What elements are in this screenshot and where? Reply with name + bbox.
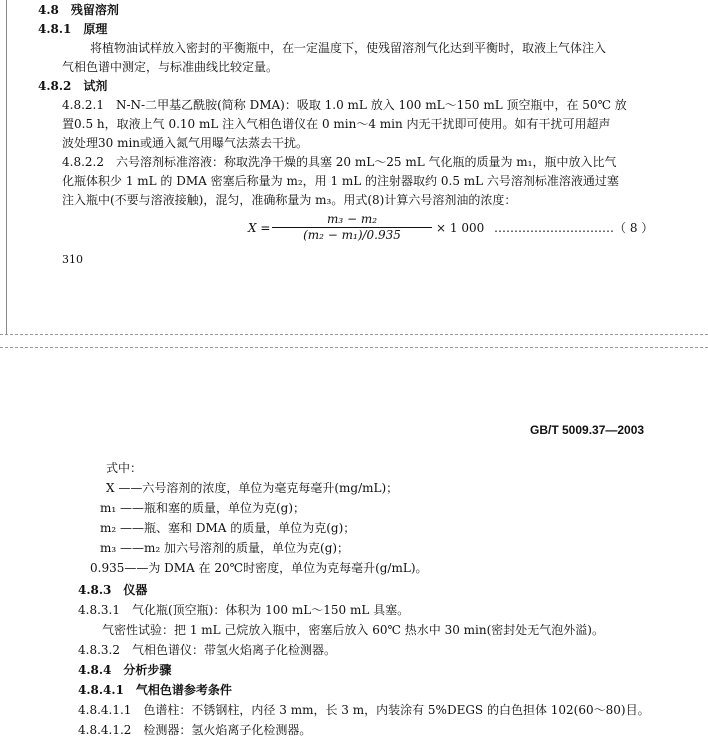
section-heading-4-8-3: 4.8.3 仪器 xyxy=(78,583,148,597)
formula-rhs: × 1 000 xyxy=(436,221,485,235)
section-heading-4-8-4: 4.8.4 分析步骤 xyxy=(78,663,172,677)
formula-number: …………………………（ 8 ） xyxy=(494,221,654,235)
paragraph-4-8-2-2-line-1: 4.8.2.2 六号溶剂标准溶液：称取洗净干燥的具塞 20 mL～25 mL 气化瓶的质量为 m₁，瓶中放入比气 xyxy=(62,155,617,169)
paragraph-4-8-2-1-line-2: 置0.5 h，取液上气 0.10 mL 注入气相色谱仪在 0 min～4 min 内无干扰即可使用。如有干扰可用超声 xyxy=(62,117,611,131)
paragraph-principle-line-2: 气相色谱中测定，与标准曲线比较定量。 xyxy=(62,60,279,74)
page-separator xyxy=(0,334,708,348)
paragraph-4-8-4-1-1: 4.8.4.1.1 色谱柱：不锈钢柱，内径 3 mm，长 3 m，内装涂有 5%DEGS 的白色担体 102(60～80)目。 xyxy=(78,703,650,717)
paragraph-4-8-2-2-line-3: 注入瓶中(不要与溶液接触)，混匀，准确称量为 m₃。用式(8)计算六号溶剂油的浓度： xyxy=(62,193,517,207)
section-heading-4-8-1: 4.8.1 原理 xyxy=(38,22,108,36)
paragraph-airtightness-test: 气密性试验：把 1 mL 己烷放入瓶中，密塞后放入 60℃ 热水中 30 min(密封处无气泡外溢)。 xyxy=(102,623,604,637)
definition-m2: m₂ ——瓶、塞和 DMA 的质量，单位为克(g)； xyxy=(100,521,356,535)
section-heading-4-8: 4.8 残留溶剂 xyxy=(38,3,119,17)
formula-numerator: m₃ − m₂ xyxy=(272,212,432,228)
formula-lhs: X = xyxy=(248,221,271,235)
standard-number-header: GB/T 5009.37—2003 xyxy=(530,423,645,437)
definition-0935: 0.935——为 DMA 在 20℃时密度，单位为克每毫升(g/mL)。 xyxy=(90,561,428,575)
section-heading-4-8-2: 4.8.2 试剂 xyxy=(38,79,108,93)
page-edge-line xyxy=(6,0,7,334)
formula-denominator: (m₂ − m₁)/0.935 xyxy=(303,228,401,242)
paragraph-4-8-4-1-2: 4.8.4.1.2 检测器：氢火焰离子化检测器。 xyxy=(78,723,312,737)
definition-m1: m₁ ——瓶和塞的质量，单位为克(g)； xyxy=(100,501,306,515)
paragraph-4-8-2-1-line-1: 4.8.2.1 N-N-二甲基乙酰胺(简称 DMA)：吸取 1.0 mL 放入 100 mL～150 mL 顶空瓶中，在 50℃ 放 xyxy=(62,98,627,112)
paragraph-4-8-3-2: 4.8.3.2 气相色谱仪：带氢火焰离子化检测器。 xyxy=(78,643,336,657)
paragraph-4-8-2-2-line-2: 化瓶体积少 1 mL 的 DMA 密塞后称量为 m₂，用 1 mL 的注射器取约 0.5 mL 六号溶剂标准溶液通过塞 xyxy=(62,174,619,188)
page-break-line-top xyxy=(0,334,708,335)
paragraph-principle-line-1: 将植物油试样放入密封的平衡瓶中，在一定温度下，使残留溶剂气化达到平衡时，取液上气体注入 xyxy=(90,41,607,55)
section-heading-4-8-4-1: 4.8.4.1 气相色谱参考条件 xyxy=(78,683,232,697)
paragraph-4-8-2-1-line-3: 波处理30 min或通入氮气用曝气法蒸去干扰。 xyxy=(62,136,309,150)
document-page-2 xyxy=(0,348,708,739)
formula-fraction xyxy=(272,212,432,242)
definition-x: X ——六号溶剂的浓度，单位为毫克每毫升(mg/mL)； xyxy=(106,481,399,495)
where-label: 式中： xyxy=(106,461,143,475)
document-page-1 xyxy=(0,0,708,334)
definition-m3: m₃ ——m₂ 加六号溶剂的质量，单位为克(g)； xyxy=(100,541,350,555)
paragraph-4-8-3-1: 4.8.3.1 气化瓶(顶空瓶)：体积为 100 mL～150 mL 具塞。 xyxy=(78,603,410,617)
page-number: 310 xyxy=(62,253,83,266)
